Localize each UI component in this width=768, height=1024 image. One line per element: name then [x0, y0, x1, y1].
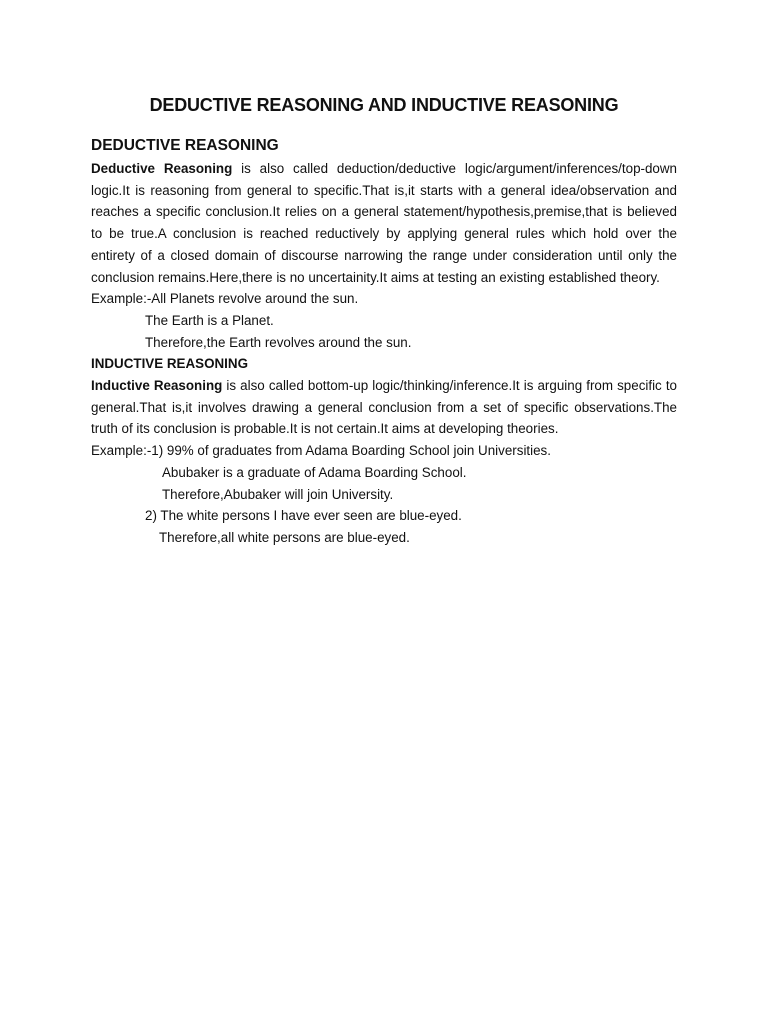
deductive-heading: DEDUCTIVE REASONING: [91, 137, 279, 154]
inductive-term: Inductive Reasoning: [91, 378, 223, 394]
deductive-paragraph: [91, 158, 677, 288]
document-body: [91, 134, 677, 549]
inductive-body: is also called bottom-up logic/thinking/inference.It is arguing from specific to general.That is,it involves drawing a general conclusion from a set of specific observations.The truth of its conclusion is probable.It is not certain.It aims at developing theories.: [91, 378, 678, 437]
inductive-paragraph: [91, 375, 677, 440]
inductive-example1-line-2: Abubaker is a graduate of Adama Boarding School.: [162, 464, 467, 480]
deductive-body: is also called deduction/deductive logic/argument/inferences/top-down logic.It is reasoning from general to specific.That is,it starts with a general idea/observation and reaches a specific conclusion.It relies on a general statement/hypothesis,premise,that is believed to be true.A conclusion is reached reductively by applying general rules which hold over the entirety of a closed domain of discourse narrowing the range under consideration until only the conclusion remains.Here,there is no uncertainity.It aims at testing an existing established theory.: [91, 161, 677, 285]
inductive-example1-line-1: Example:-1) 99% of graduates from Adama Boarding School join Universities.: [91, 443, 551, 459]
deductive-example-line-1: Example:-All Planets revolve around the sun.: [91, 291, 359, 307]
inductive-heading: INDUCTIVE REASONING: [91, 356, 248, 372]
inductive-example2-line-1: 2) The white persons I have ever seen are blue-eyed.: [145, 508, 462, 524]
inductive-example1-line-3: Therefore,Abubaker will join University.: [162, 486, 394, 502]
inductive-example2-line-2: Therefore,all white persons are blue-eyed.: [159, 529, 410, 545]
deductive-example-line-2: The Earth is a Planet.: [145, 312, 274, 328]
document-title: DEDUCTIVE REASONING AND INDUCTIVE REASONING: [149, 95, 619, 115]
deductive-example-line-3: Therefore,the Earth revolves around the sun.: [145, 334, 412, 350]
deductive-term: Deductive Reasoning: [91, 161, 233, 176]
